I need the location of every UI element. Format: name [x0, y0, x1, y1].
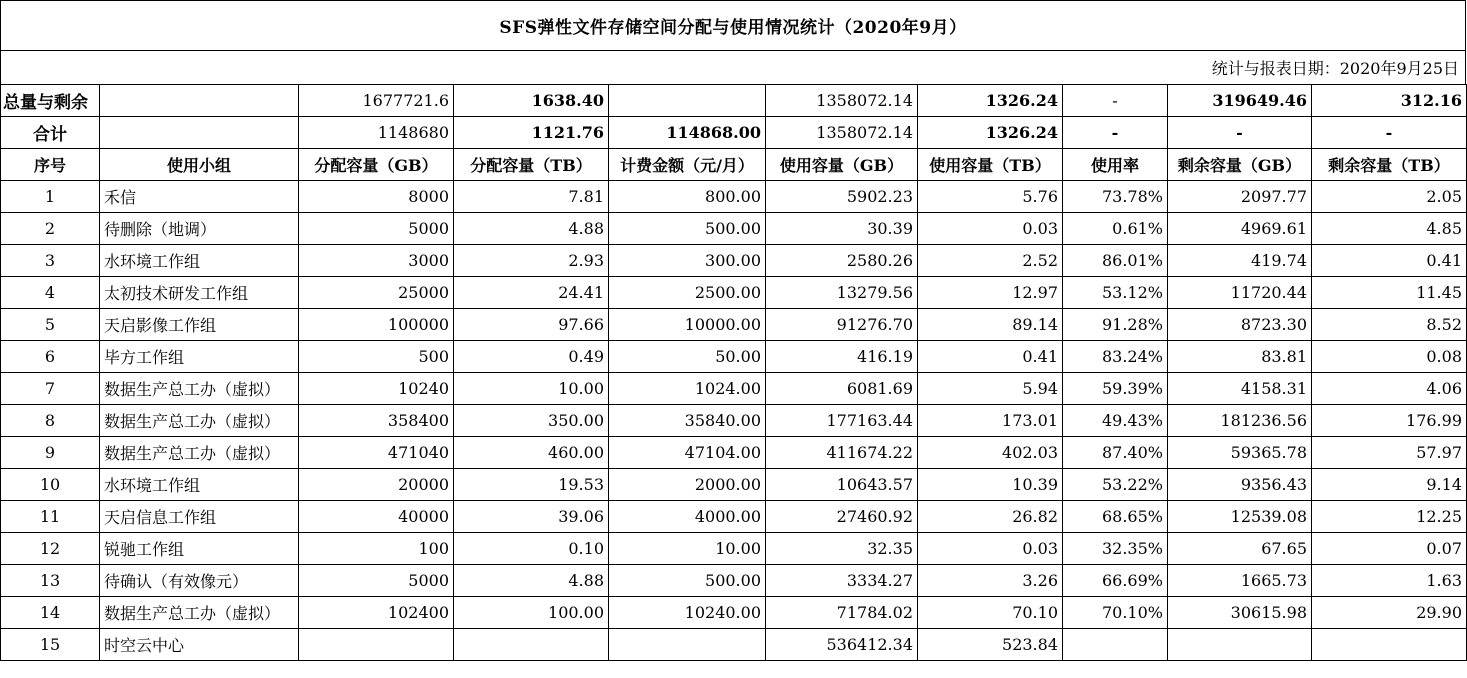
cell[interactable]: 0.08 — [1312, 341, 1467, 373]
group-name-cell[interactable]: 禾信 — [100, 181, 299, 213]
cell[interactable]: 0.10 — [454, 533, 609, 565]
cell[interactable]: 8000 — [299, 181, 454, 213]
cell[interactable]: 4.88 — [454, 565, 609, 597]
header-row — [1, 149, 1467, 181]
cell[interactable]: 0.03 — [918, 533, 1063, 565]
summary-total-row — [1, 85, 1467, 117]
group-name-cell[interactable]: 数据生产总工办（虚拟） — [100, 405, 299, 437]
group-name-cell[interactable]: 数据生产总工办（虚拟） — [100, 597, 299, 629]
cell[interactable]: 68.65% — [1063, 501, 1168, 533]
cell[interactable]: 25000 — [299, 277, 454, 309]
cell[interactable]: 0.41 — [1312, 245, 1467, 277]
cell[interactable]: 1024.00 — [609, 373, 766, 405]
table-row — [1, 629, 1467, 661]
cell[interactable]: 2500.00 — [609, 277, 766, 309]
cell[interactable]: 26.82 — [918, 501, 1063, 533]
cell[interactable]: 12.25 — [1312, 501, 1467, 533]
cell[interactable]: 19.53 — [454, 469, 609, 501]
header-cell[interactable]: 分配容量（GB） — [299, 149, 454, 181]
cell[interactable] — [1168, 629, 1312, 661]
cell[interactable]: 59365.78 — [1168, 437, 1312, 469]
cell[interactable]: 500 — [299, 341, 454, 373]
cell[interactable]: 10.00 — [609, 533, 766, 565]
cell[interactable]: 411674.22 — [766, 437, 918, 469]
report-date[interactable]: 统计与报表日期：2020年9月25日 — [0, 50, 1466, 84]
table-row — [1, 437, 1467, 469]
cell[interactable]: 1358072.14 — [766, 117, 918, 149]
cell[interactable]: 1121.76 — [454, 117, 609, 149]
row-index-cell[interactable]: 14 — [1, 597, 100, 629]
cell[interactable]: 57.97 — [1312, 437, 1467, 469]
cell[interactable]: 358400 — [299, 405, 454, 437]
table-row — [1, 181, 1467, 213]
cell[interactable]: 800.00 — [609, 181, 766, 213]
cell[interactable]: 4.88 — [454, 213, 609, 245]
cell[interactable]: 3.26 — [918, 565, 1063, 597]
summary-sum-label[interactable]: 合计 — [1, 117, 100, 149]
cell[interactable] — [100, 85, 299, 117]
cell[interactable]: 53.12% — [1063, 277, 1168, 309]
row-index-cell[interactable]: 3 — [1, 245, 100, 277]
row-index-cell[interactable]: 9 — [1, 437, 100, 469]
cell[interactable]: 7.81 — [454, 181, 609, 213]
cell[interactable]: 10643.57 — [766, 469, 918, 501]
cell[interactable] — [609, 85, 766, 117]
cell[interactable]: 87.40% — [1063, 437, 1168, 469]
row-index-cell[interactable]: 10 — [1, 469, 100, 501]
table-row — [1, 565, 1467, 597]
cell[interactable]: - — [1312, 117, 1467, 149]
cell[interactable]: 100.00 — [454, 597, 609, 629]
table-row — [1, 597, 1467, 629]
cell[interactable]: 0.07 — [1312, 533, 1467, 565]
cell[interactable]: 9356.43 — [1168, 469, 1312, 501]
cell[interactable] — [299, 629, 454, 661]
row-index-cell[interactable]: 7 — [1, 373, 100, 405]
header-cell[interactable]: 使用小组 — [100, 149, 299, 181]
cell[interactable]: 2097.77 — [1168, 181, 1312, 213]
group-name-cell[interactable]: 数据生产总工办（虚拟） — [100, 437, 299, 469]
cell[interactable]: 114868.00 — [609, 117, 766, 149]
cell[interactable]: 71784.02 — [766, 597, 918, 629]
cell[interactable] — [1063, 629, 1168, 661]
table-row — [1, 501, 1467, 533]
cell[interactable]: 50.00 — [609, 341, 766, 373]
cell[interactable]: 11720.44 — [1168, 277, 1312, 309]
row-index-cell[interactable]: 5 — [1, 309, 100, 341]
cell[interactable]: 5902.23 — [766, 181, 918, 213]
row-index-cell[interactable]: 1 — [1, 181, 100, 213]
cell[interactable]: 536412.34 — [766, 629, 918, 661]
summary-sum-row — [1, 117, 1467, 149]
cell[interactable]: 4.85 — [1312, 213, 1467, 245]
cell[interactable]: 53.22% — [1063, 469, 1168, 501]
cell[interactable]: 29.90 — [1312, 597, 1467, 629]
cell[interactable]: 523.84 — [918, 629, 1063, 661]
summary-total-label[interactable]: 总量与剩余 — [1, 85, 100, 117]
cell[interactable]: 176.99 — [1312, 405, 1467, 437]
cell[interactable]: 20000 — [299, 469, 454, 501]
row-index-cell[interactable]: 12 — [1, 533, 100, 565]
row-index-cell[interactable]: 4 — [1, 277, 100, 309]
cell[interactable]: 11.45 — [1312, 277, 1467, 309]
table-row — [1, 373, 1467, 405]
group-name-cell[interactable]: 天启影像工作组 — [100, 309, 299, 341]
group-name-cell[interactable]: 时空云中心 — [100, 629, 299, 661]
group-name-cell[interactable]: 数据生产总工办（虚拟） — [100, 373, 299, 405]
group-name-cell[interactable]: 毕方工作组 — [100, 341, 299, 373]
cell[interactable]: 59.39% — [1063, 373, 1168, 405]
cell[interactable]: 12.97 — [918, 277, 1063, 309]
cell[interactable] — [454, 629, 609, 661]
table-row — [1, 341, 1467, 373]
cell[interactable]: 10.39 — [918, 469, 1063, 501]
cell[interactable]: 5.94 — [918, 373, 1063, 405]
cell[interactable]: 500.00 — [609, 213, 766, 245]
cell[interactable]: 10240.00 — [609, 597, 766, 629]
cell[interactable]: 67.65 — [1168, 533, 1312, 565]
cell[interactable]: 32.35 — [766, 533, 918, 565]
cell[interactable]: 35840.00 — [609, 405, 766, 437]
cell[interactable]: 49.43% — [1063, 405, 1168, 437]
cell[interactable]: 24.41 — [454, 277, 609, 309]
header-cell[interactable]: 计费金额（元/月） — [609, 149, 766, 181]
cell[interactable]: 9.14 — [1312, 469, 1467, 501]
table-row — [1, 277, 1467, 309]
cell[interactable]: 83.24% — [1063, 341, 1168, 373]
group-name-cell[interactable]: 天启信息工作组 — [100, 501, 299, 533]
cell[interactable]: 0.49 — [454, 341, 609, 373]
cell[interactable]: 8723.30 — [1168, 309, 1312, 341]
cell[interactable]: 4.06 — [1312, 373, 1467, 405]
cell[interactable]: - — [1063, 117, 1168, 149]
cell[interactable]: 1677721.6 — [299, 85, 454, 117]
cell[interactable]: 4158.31 — [1168, 373, 1312, 405]
cell[interactable]: 83.81 — [1168, 341, 1312, 373]
group-name-cell[interactable]: 待删除（地调） — [100, 213, 299, 245]
report-title[interactable]: SFS弹性文件存储空间分配与使用情况统计（2020年9月） — [0, 0, 1466, 50]
cell[interactable]: 100000 — [299, 309, 454, 341]
cell[interactable]: 89.14 — [918, 309, 1063, 341]
cell[interactable]: 12539.08 — [1168, 501, 1312, 533]
cell[interactable]: 47104.00 — [609, 437, 766, 469]
cell[interactable]: 70.10% — [1063, 597, 1168, 629]
cell[interactable]: 102400 — [299, 597, 454, 629]
row-index-cell[interactable]: 13 — [1, 565, 100, 597]
cell[interactable]: 2.05 — [1312, 181, 1467, 213]
cell[interactable]: 4969.61 — [1168, 213, 1312, 245]
cell[interactable]: 177163.44 — [766, 405, 918, 437]
cell[interactable]: 91276.70 — [766, 309, 918, 341]
cell[interactable]: 1665.73 — [1168, 565, 1312, 597]
cell[interactable]: 5000 — [299, 213, 454, 245]
cell[interactable]: 471040 — [299, 437, 454, 469]
cell[interactable]: 1638.40 — [454, 85, 609, 117]
group-name-cell[interactable]: 水环境工作组 — [100, 245, 299, 277]
cell[interactable]: 181236.56 — [1168, 405, 1312, 437]
cell[interactable]: 4000.00 — [609, 501, 766, 533]
cell[interactable]: 10240 — [299, 373, 454, 405]
cell[interactable]: 350.00 — [454, 405, 609, 437]
cell[interactable]: 2580.26 — [766, 245, 918, 277]
header-cell[interactable]: 分配容量（TB） — [454, 149, 609, 181]
cell[interactable]: 1148680 — [299, 117, 454, 149]
group-name-cell[interactable]: 水环境工作组 — [100, 469, 299, 501]
cell[interactable]: 173.01 — [918, 405, 1063, 437]
cell[interactable]: 460.00 — [454, 437, 609, 469]
cell[interactable]: 10.00 — [454, 373, 609, 405]
cell[interactable] — [609, 629, 766, 661]
cell[interactable]: 1358072.14 — [766, 85, 918, 117]
cell[interactable]: 30.39 — [766, 213, 918, 245]
group-name-cell[interactable]: 待确认（有效像元） — [100, 565, 299, 597]
table-row — [1, 245, 1467, 277]
header-cell[interactable]: 序号 — [1, 149, 100, 181]
cell[interactable]: 0.03 — [918, 213, 1063, 245]
cell[interactable]: 419.74 — [1168, 245, 1312, 277]
table-row — [1, 405, 1467, 437]
cell[interactable]: 86.01% — [1063, 245, 1168, 277]
cell[interactable]: 312.16 — [1312, 85, 1467, 117]
cell[interactable]: 1.63 — [1312, 565, 1467, 597]
table-row — [1, 309, 1467, 341]
table-row — [1, 469, 1467, 501]
group-name-cell[interactable]: 锐驰工作组 — [100, 533, 299, 565]
storage-table — [0, 84, 1467, 661]
group-name-cell[interactable]: 太初技术研发工作组 — [100, 277, 299, 309]
cell[interactable]: 402.03 — [918, 437, 1063, 469]
cell[interactable]: 27460.92 — [766, 501, 918, 533]
row-index-cell[interactable]: 11 — [1, 501, 100, 533]
cell[interactable]: 2.93 — [454, 245, 609, 277]
cell[interactable]: 2.52 — [918, 245, 1063, 277]
cell[interactable]: - — [1063, 85, 1168, 117]
cell[interactable]: 2000.00 — [609, 469, 766, 501]
cell[interactable]: 1326.24 — [918, 85, 1063, 117]
header-cell[interactable]: 使用率 — [1063, 149, 1168, 181]
row-index-cell[interactable]: 8 — [1, 405, 100, 437]
cell[interactable]: 8.52 — [1312, 309, 1467, 341]
cell[interactable]: 91.28% — [1063, 309, 1168, 341]
table-row — [1, 213, 1467, 245]
header-cell[interactable]: 剩余容量（GB） — [1168, 149, 1312, 181]
header-cell[interactable]: 使用容量（TB） — [918, 149, 1063, 181]
cell[interactable]: 3000 — [299, 245, 454, 277]
cell[interactable]: 0.41 — [918, 341, 1063, 373]
cell[interactable]: 39.06 — [454, 501, 609, 533]
cell[interactable]: 5.76 — [918, 181, 1063, 213]
cell[interactable]: 500.00 — [609, 565, 766, 597]
cell[interactable]: 66.69% — [1063, 565, 1168, 597]
header-cell[interactable]: 剩余容量（TB） — [1312, 149, 1467, 181]
cell[interactable]: 32.35% — [1063, 533, 1168, 565]
cell[interactable]: 3334.27 — [766, 565, 918, 597]
cell[interactable]: 97.66 — [454, 309, 609, 341]
cell[interactable]: 1326.24 — [918, 117, 1063, 149]
cell[interactable]: 300.00 — [609, 245, 766, 277]
cell[interactable] — [100, 117, 299, 149]
cell[interactable]: - — [1168, 117, 1312, 149]
cell[interactable]: 6081.69 — [766, 373, 918, 405]
cell[interactable]: 100 — [299, 533, 454, 565]
row-index-cell[interactable]: 2 — [1, 213, 100, 245]
cell[interactable]: 30615.98 — [1168, 597, 1312, 629]
row-index-cell[interactable]: 6 — [1, 341, 100, 373]
header-cell[interactable]: 使用容量（GB） — [766, 149, 918, 181]
cell[interactable] — [1312, 629, 1467, 661]
cell[interactable]: 10000.00 — [609, 309, 766, 341]
cell[interactable]: 319649.46 — [1168, 85, 1312, 117]
cell[interactable]: 5000 — [299, 565, 454, 597]
cell[interactable]: 416.19 — [766, 341, 918, 373]
cell[interactable]: 73.78% — [1063, 181, 1168, 213]
row-index-cell[interactable]: 15 — [1, 629, 100, 661]
cell[interactable]: 0.61% — [1063, 213, 1168, 245]
cell[interactable]: 13279.56 — [766, 277, 918, 309]
cell[interactable]: 40000 — [299, 501, 454, 533]
table-row — [1, 533, 1467, 565]
cell[interactable]: 70.10 — [918, 597, 1063, 629]
